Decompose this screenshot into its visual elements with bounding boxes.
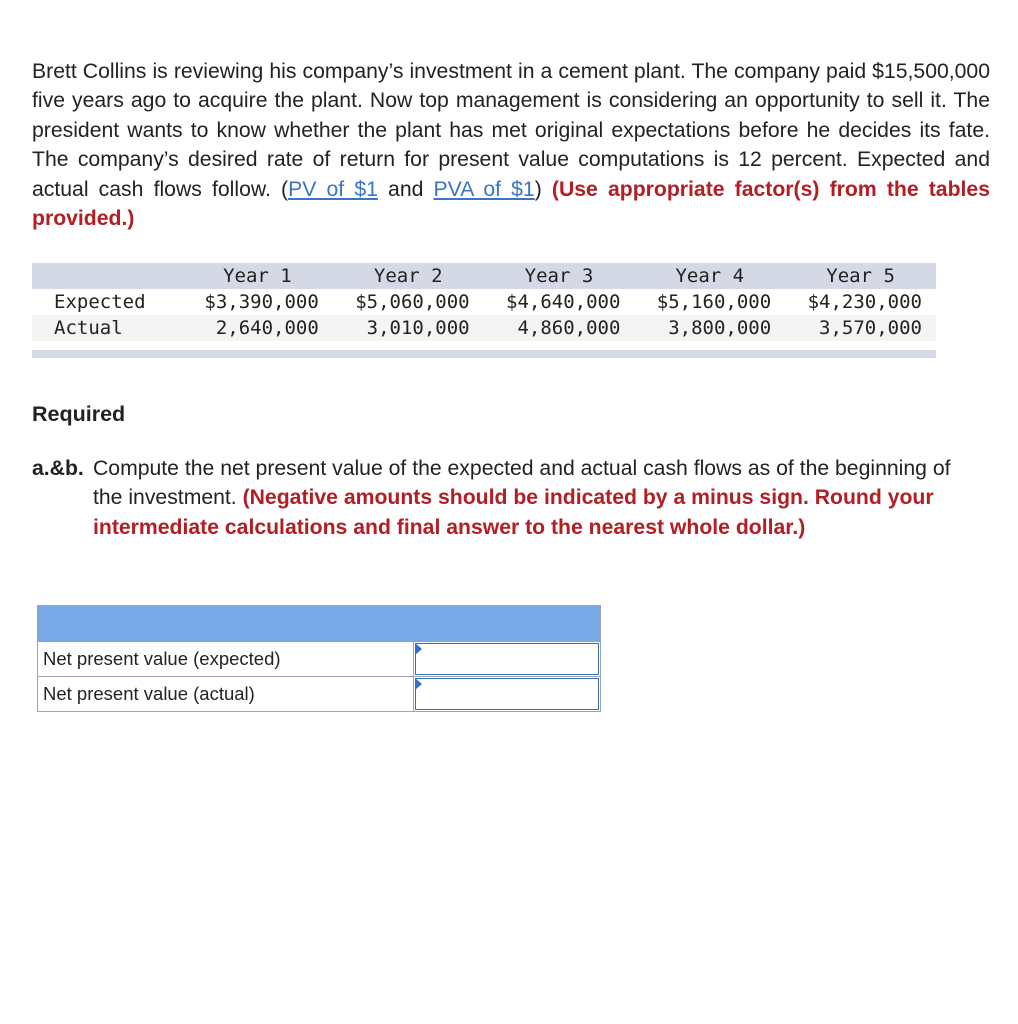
problem-statement — [32, 57, 990, 233]
header-year-3: Year 3 — [524, 265, 594, 287]
close-paren: ) — [534, 177, 552, 201]
question-block — [32, 454, 982, 542]
input-indicator-icon — [415, 643, 422, 655]
npv-expected-cell — [414, 642, 601, 677]
header-year-2: Year 2 — [373, 265, 443, 287]
question-text: Compute the net present value of the expected and actual cash flows as of the beginning of the investment. — [93, 457, 951, 510]
header-year-1: Year 1 — [223, 265, 292, 287]
table-row-actual — [32, 315, 936, 341]
actual-year-1: 2,640,000 — [215, 317, 319, 339]
and-text: and — [377, 177, 434, 201]
npv-expected-input[interactable] — [415, 643, 599, 675]
rounding-instruction: (Negative amounts should be indicated by a minus sign. Round your intermediate calculations and final answer to the nearest whole dollar.) — [93, 486, 934, 539]
cash-flow-table-container — [32, 263, 936, 358]
expected-year-2: $5,060,000 — [355, 291, 470, 313]
table-bottom-bar — [32, 350, 936, 358]
row-label-expected: Expected — [54, 291, 146, 313]
question-text-wrap — [93, 454, 982, 542]
npv-actual-input[interactable] — [415, 678, 599, 710]
npv-actual-cell — [414, 677, 601, 712]
row-label-actual: Actual — [54, 317, 123, 339]
answer-row-actual — [38, 677, 601, 712]
npv-expected-label: Net present value (expected) — [38, 642, 414, 677]
input-indicator-icon — [415, 678, 422, 690]
answer-header-row — [38, 606, 601, 642]
actual-year-3: 4,860,000 — [517, 317, 621, 339]
question-label: a.&b. — [32, 457, 84, 480]
npv-actual-label: Net present value (actual) — [38, 677, 414, 712]
header-year-4: Year 4 — [675, 265, 745, 287]
header-year-5: Year 5 — [826, 265, 895, 287]
answer-header-cell-1 — [38, 606, 414, 642]
tables-instruction: (Use appropriate factor(s) from the tables provided.) — [32, 177, 990, 231]
answer-row-expected — [38, 642, 601, 677]
problem-text: Brett Collins is reviewing his company’s investment in a cement plant. The company paid $15,500,000 five years ago to acquire the plant. Now top management is considering an opportunity to sell it. The president wants to know whether the plant has met original expectations before he decides its fate. The company’s desired rate of return for present value computations is 12 percent. Expected and actual cash flows follow. ( — [32, 60, 990, 201]
answer-table — [37, 605, 601, 712]
table-row-expected — [32, 289, 936, 315]
answer-header-cell-2 — [414, 606, 601, 642]
actual-year-4: 3,800,000 — [668, 317, 772, 339]
expected-year-4: $5,160,000 — [656, 291, 772, 313]
header-blank — [32, 263, 182, 289]
expected-year-1: $3,390,000 — [204, 291, 319, 313]
expected-year-3: $4,640,000 — [506, 291, 621, 313]
expected-year-5: $4,230,000 — [807, 291, 922, 313]
actual-year-2: 3,010,000 — [366, 317, 470, 339]
required-heading: Required — [32, 402, 126, 426]
cash-flow-header-row — [32, 263, 936, 289]
pv-of-1-link[interactable]: PV of $1 — [288, 177, 378, 201]
pva-of-1-link[interactable]: PVA of $1 — [433, 177, 535, 201]
cash-flow-table — [32, 263, 936, 341]
actual-year-5: 3,570,000 — [819, 317, 922, 339]
